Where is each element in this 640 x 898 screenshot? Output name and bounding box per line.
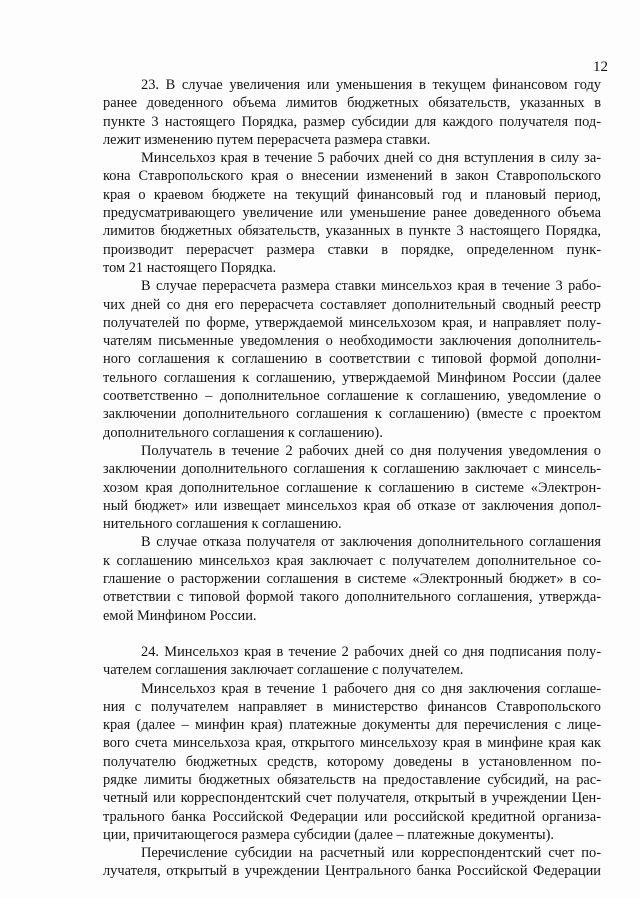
paragraph [103, 643, 601, 680]
text-line: производит перерасчет размера ставки в порядке, определенном пунк- [103, 241, 601, 258]
text-line: соответственно – дополнительное соглашение к соглашению, уведомление о [103, 388, 601, 405]
text-line: четный или корреспондентский счет получателя, открытый в учреждении Цен- [103, 790, 601, 807]
text-line: рядке лимиты бюджетных обязательств на предоставление субсидий, на рас- [103, 771, 601, 788]
paragraph [103, 680, 601, 845]
text-line: емой Минфином России. [103, 607, 257, 624]
text-line: чателям письменные уведомления о необходимости заключения дополнитель- [103, 333, 601, 350]
paragraph [103, 442, 601, 533]
text-line: Минсельхоз края в течение 1 рабочего дня со дня заключения соглаше- [141, 680, 601, 697]
text-line: трального банка Российской Федерации или российской кредитной организа- [103, 808, 601, 825]
text-line: ный бюджет» или извещает минсельхоз края об отказе от заключения допол- [103, 497, 601, 514]
text-line: Перечисление субсидии на расчетный или корреспондентский счет по- [141, 845, 601, 862]
text-line: кона Ставропольского края о внесении изменений в закон Ставропольского [103, 168, 601, 185]
text-line: лучателя, открытый в учреждении Центрального банка Российской Федерации [103, 863, 601, 880]
page-number: 12 [593, 59, 608, 75]
text-line: тельного соглашения к соглашению, утверждаемой Минфином России (далее [103, 369, 601, 386]
text-line: получателю бюджетных средств, которому доведены в установленном по- [103, 753, 601, 770]
text-line: 23. В случае увеличения или уменьшения в текущем финансовом году [141, 77, 601, 93]
text-line: чателем соглашения заключает соглашение с получателем. [103, 662, 464, 679]
text-line: предусматривающего увеличение или уменьшение ранее доведенного объема [103, 205, 601, 222]
text-line: нительного соглашения к соглашению. [103, 516, 342, 533]
paragraph [103, 277, 601, 442]
text-line: края (далее – минфин края) платежные документы для перечисления с лице- [103, 717, 601, 734]
text-line: пункте 3 настоящего Порядка, размер субсидии для каждого получателя под- [103, 113, 601, 130]
text-line: чих дней со дня его перерасчета составляет дополнительный сводный реестр [103, 296, 601, 313]
paragraph-gap [103, 625, 601, 643]
text-line: ответствии с типовой формой такого дополнительного соглашения, утвержда- [103, 589, 601, 606]
text-line: глашение о расторжении соглашения в системе «Электронный бюджет» в со- [103, 571, 601, 588]
text-line: края о краевом бюджете на текущий финансовый год и плановый период, [103, 186, 601, 203]
document-body [103, 76, 601, 881]
paragraph [103, 149, 601, 277]
text-line: том 21 настоящего Порядка. [103, 259, 277, 276]
paragraph [103, 76, 601, 149]
text-line: Минсельхоз края в течение 5 рабочих дней со дня вступления в силу за- [141, 150, 601, 167]
text-line: лежит изменению путем перерасчета размера ставки. [103, 131, 431, 148]
text-line: вого счета минсельхоза края, открытого минсельхозу края в минфине края как [103, 735, 601, 752]
text-line: В случае отказа получателя от заключения дополнительного соглашения [141, 534, 601, 551]
paragraph [103, 533, 601, 624]
text-line: лимитов бюджетных обязательств, указанных в пункте 3 настоящего Порядка, [103, 223, 601, 240]
paragraph [103, 844, 601, 881]
text-line: хозом края дополнительное соглашение к соглашению в системе «Электрон- [103, 479, 601, 496]
text-line: Получатель в течение 2 рабочих дней со дня получения уведомления о [141, 442, 601, 459]
text-line: получателей по форме, утверждаемой минсельхозом края, и направляет полу- [103, 314, 601, 331]
text-line: заключении дополнительного соглашения к соглашению) (вместе с проектом [103, 406, 601, 423]
text-line: ранее доведенного объема лимитов бюджетных обязательств, указанных в [103, 95, 601, 112]
text-line: 24. Минсельхоз края в течение 2 рабочих дней со дня подписания полу- [141, 643, 601, 660]
text-line: ции, причитающегося размера субсидии (далее – платежные документы). [103, 826, 554, 843]
text-line: дополнительного соглашения к соглашению). [103, 424, 383, 441]
text-line: В случае перерасчета размера ставки минсельхоз края в течение 3 рабо- [141, 278, 601, 295]
text-line: к соглашению минсельхоз края заключает с получателем дополнительное со- [103, 552, 601, 569]
text-line: ния с получателем направляет в министерство финансов Ставропольского [103, 698, 601, 715]
text-line: заключении дополнительного соглашения к соглашению заключает с минсель- [103, 461, 601, 478]
text-line: ного соглашения к соглашению в соответствии с типовой формой дополни- [103, 351, 601, 368]
